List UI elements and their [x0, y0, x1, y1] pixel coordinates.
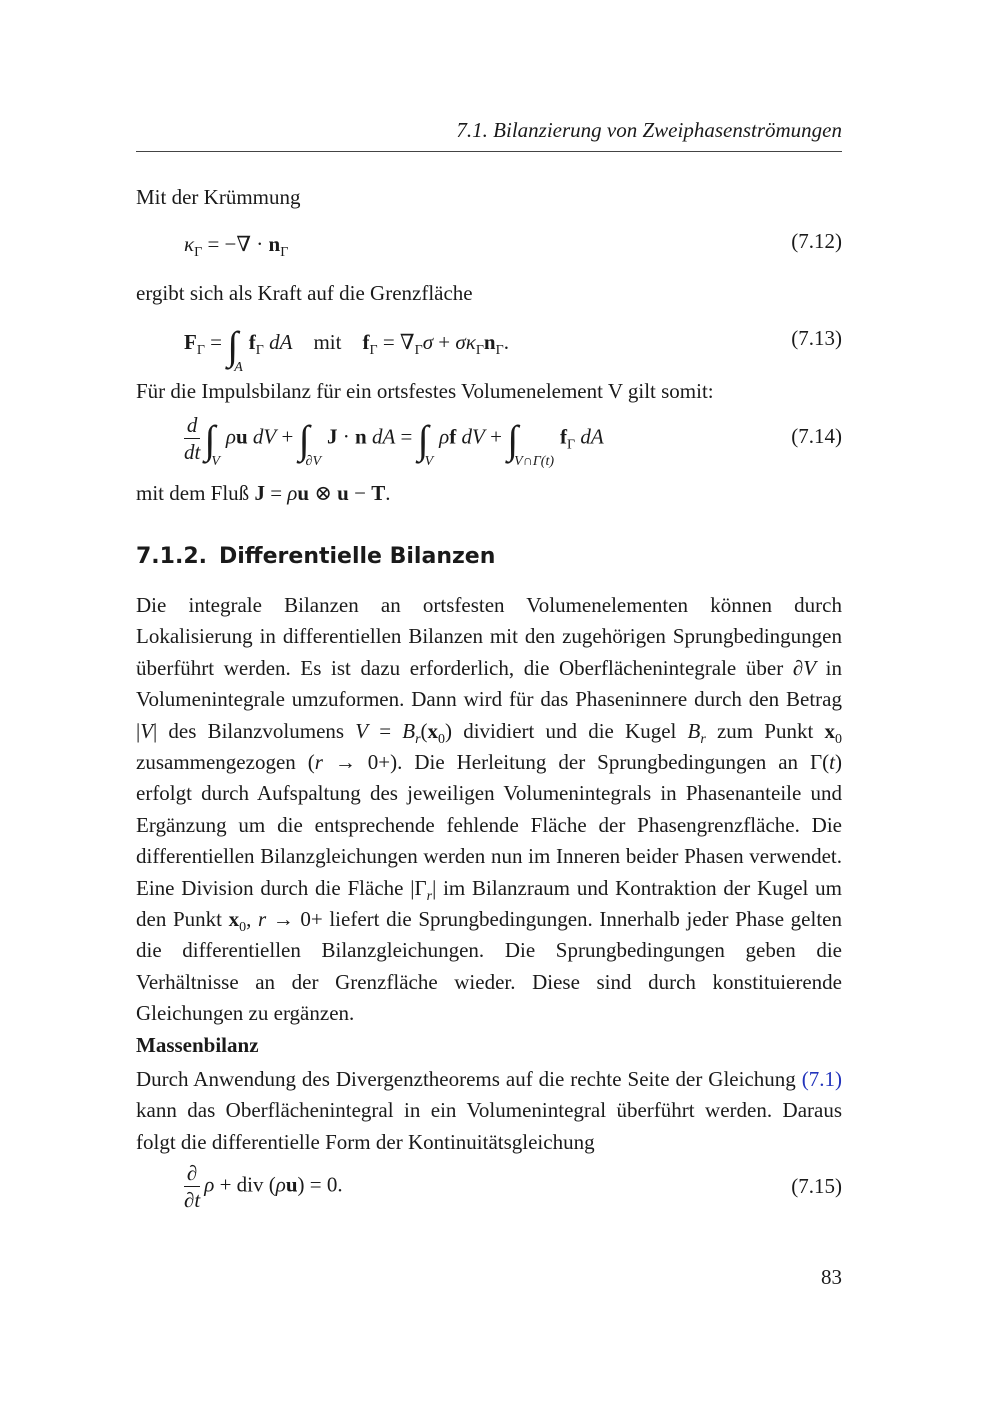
running-header: 7.1. Bilanzierung von Zweiphasenströmungen: [456, 118, 842, 142]
page-number: 83: [821, 1265, 842, 1289]
flux-definition: mit dem Fluß J = ρu ⊗ u − T.: [136, 481, 391, 505]
mass-balance-paragraph: Durch Anwendung des Divergenztheorems auf die rechte Seite der Gleichung (7.1) kann das Oberflächenintegral in ein Volumenintegral überführt werden. Daraus folgt die differentielle Form der Kontinuitätsgleichung: [136, 1067, 842, 1154]
intro-curvature-text: Mit der Krümmung: [136, 185, 301, 209]
equation-7-13: $F_\Gamma = \int Af_\Gamma$ dA mit $f_\Gamma = \nabla_\Gamma\sigma + \sigma\kappa_\Gamma n_\Gamma$.: [184, 323, 509, 375]
equation-7-12: $\kappa_\Gamma$ = −∇ · $n_\Gamma$: [184, 232, 289, 260]
momentum-intro-text: Für die Impulsbilanz für ein ortsfestes Volumenelement V gilt somit:: [136, 379, 714, 403]
equation-number-7-12: (7.12): [791, 229, 842, 253]
body-paragraph: Die integrale Bilanzen an ortsfesten Volumenelementen können durch Lokalisierung in differentiellen Bilanzen mit den zugehörigen Sprungbedingungen überführt werden. Es ist dazu erforderlich, die Oberflächenintegrale über ∂V in Volumenintegrale umzuformen. Dann wird für das Phaseninnere durch den Betrag |V| des Bilanzvolumens $V = B_r(x_0)$ dividiert und die Kugel $B_r$ zum Punkt $x_0$ zusammengezogen (r → 0+). Die Herleitung der Sprungbedingungen an Γ(t) erfolgt durch Aufspaltung des jeweiligen Volumenintegrals in Phasenanteile und Ergänzung um die entsprechende fehlende Fläche der Phasengrenzfläche. Die differentiellen Bilanzgleichungen werden nun im Inneren beider Phasen verwendet. Eine Division durch die Fläche $|\Gamma_r|$ im Bilanzraum und Kontraktion der Kugel um den Punkt $x_0$, r → 0+ liefert die Sprungbedingungen. Innerhalb jeder Phase gelten die differentiellen Bilanzgleichungen. Die Sprungbedingungen geben die Verhältnisse an der Grenzfläche wieder. Diese sind durch konstituierende Gleichungen zu ergänzen.: [136, 593, 842, 1026]
header-rule: [136, 151, 842, 152]
equation-7-14: $\frac{d}{dt}$ ∫Vρu dV + ∫∂VJ · n dA = ∫Vρf dV + $\int V\cap\Gamma(t)f_\Gamma$ dA: [184, 413, 604, 470]
equation-reference-link[interactable]: (7.1): [801, 1067, 842, 1091]
equation-number-7-15: (7.15): [791, 1174, 842, 1198]
subsection-heading: Massenbilanz: [136, 1033, 259, 1057]
force-intro-text: ergibt sich als Kraft auf die Grenzfläche: [136, 281, 473, 305]
equation-number-7-13: (7.13): [791, 326, 842, 350]
equation-number-7-14: (7.14): [791, 424, 842, 448]
equation-7-15: $\frac{\partial}{\partial t}$ ρ + div (ρu) = 0.: [184, 1161, 343, 1212]
mit-word: mit: [313, 330, 342, 354]
section-heading: 7.1.2. Differentielle Bilanzen: [136, 544, 496, 569]
